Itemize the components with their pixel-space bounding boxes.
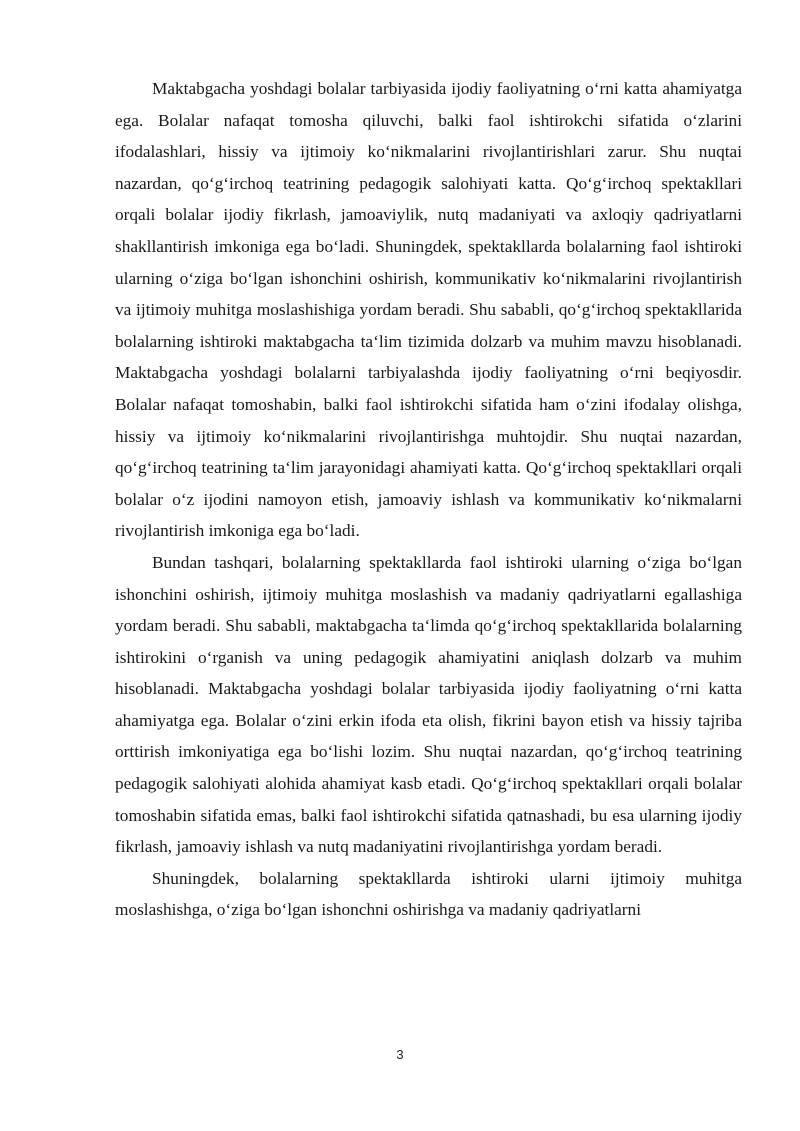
page-number: 3 — [396, 1047, 404, 1062]
paragraph-3: Shuningdek, bolalarning spektakllarda ishtiroki ularni ijtimoiy muhitga moslashishga, o‘ziga bo‘lgan ishonchni oshirishga va madaniy qadriyatlarni — [115, 868, 742, 920]
document-page — [115, 73, 742, 926]
paragraph-2: Bundan tashqari, bolalarning spektakllarda faol ishtiroki ularning o‘ziga bo‘lgan ishonchini oshirish, ijtimoiy muhitga moslashish va madaniy qadriyatlarni egallashiga yordam beradi. Shu sababli, maktabgacha ta‘limda qo‘g‘irchoq spektakllarida bolalarning ishtirokini o‘rganish va uning pedagogik ahamiyatini aniqlash dolzarb va muhim hisoblanadi. Maktabgacha yoshdagi bolalar tarbiyasida ijodiy faoliyatning o‘rni katta ahamiyatga ega. Bolalar o‘zini erkin ifoda eta olish, fikrini bayon etish va hissiy tajriba orttirish imkoniyatiga ega bo‘lishi lozim. Shu nuqtai nazardan, qo‘g‘irchoq teatrining pedagogik salohiyati alohida ahamiyat kasb etadi. Qo‘g‘irchoq spektakllari orqali bolalar tomoshabin sifatida emas, balki faol ishtirokchi sifatida qatnashadi, bu esa ularning ijodiy fikrlash, jamoaviy ishlash va nutq madaniyatini rivojlantirishga yordam beradi. — [115, 552, 742, 857]
paragraph-1: Maktabgacha yoshdagi bolalar tarbiyasida ijodiy faoliyatning o‘rni katta ahamiyatga ega. Bolalar nafaqat tomosha qiluvchi, balki faol ishtirokchi sifatida o‘zlarini ifodalashlari, hissiy va ijtimoiy ko‘nikmalarini rivojlantirishlari zarur. Shu nuqtai nazardan, qo‘g‘irchoq teatrining pedagogik salohiyati katta. Qo‘g‘irchoq spektakllari orqali bolalar ijodiy fikrlash, jamoaviylik, nutq madaniyati va axloqiy qadriyatlarni shakllantirish imkoniga ega bo‘ladi. Shuningdek, spektakllarda bolalarning faol ishtiroki ularning o‘ziga bo‘lgan ishonchini oshirish, kommunikativ ko‘nikmalarini rivojlantirish va ijtimoiy muhitga moslashishiga yordam beradi. Shu sababli, qo‘g‘irchoq spektakllarida bolalarning ishtiroki maktabgacha ta‘lim tizimida dolzarb va muhim mavzu hisoblanadi. Maktabgacha yoshdagi bolalarni tarbiyalashda ijodiy faoliyatning o‘rni beqiyosdir. Bolalar nafaqat tomoshabin, balki faol ishtirokchi sifatida ham o‘zini ifodalay olishga, hissiy va ijtimoiy ko‘nikmalarini rivojlantirishga muhtojdir. Shu nuqtai nazardan, qo‘g‘irchoq teatrining ta‘lim jarayonidagi ahamiyati katta. Qo‘g‘irchoq spektakllari orqali bolalar o‘z ijodini namoyon etish, jamoaviy ishlash va kommunikativ ko‘nikmalarni rivojlantirish imkoniga ega bo‘ladi. — [115, 79, 742, 541]
